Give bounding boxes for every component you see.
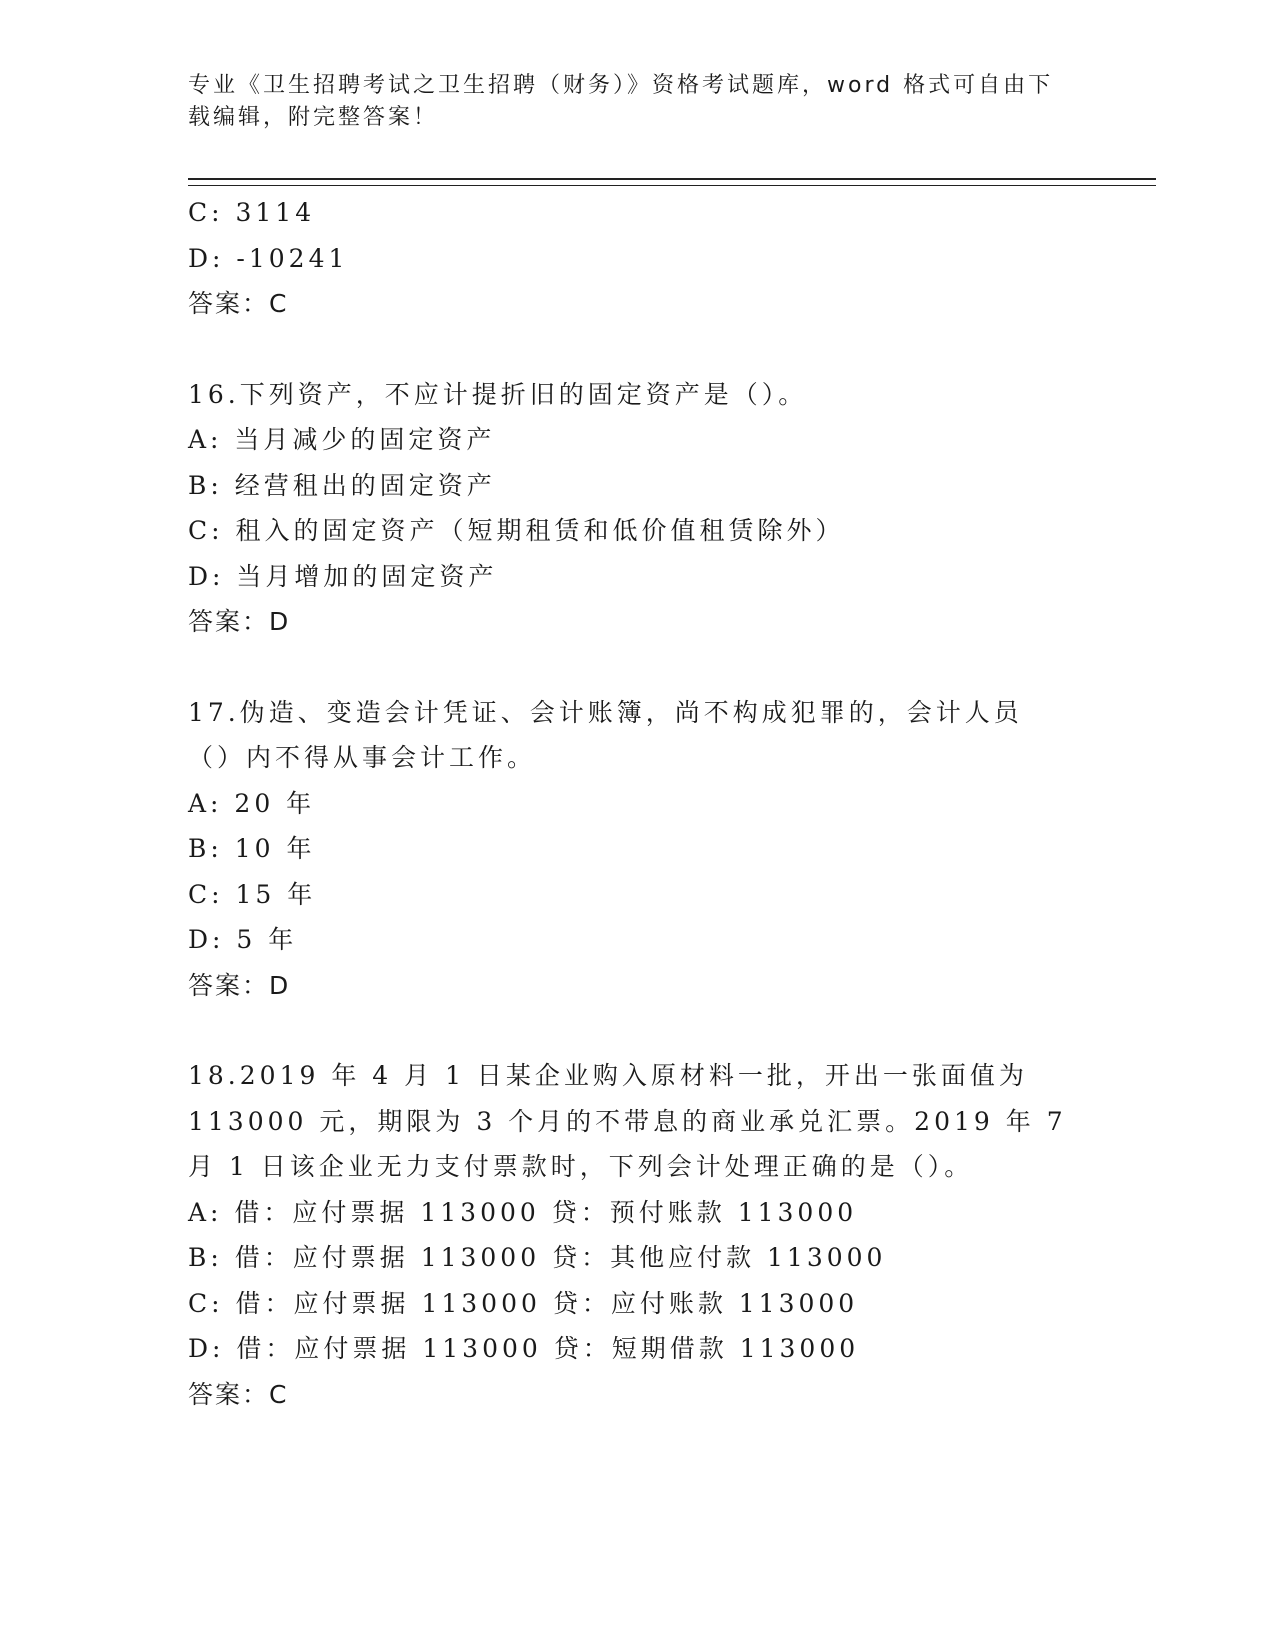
option-a: A: 借：应付票据 113000 贷：预付账款 113000: [188, 1197, 858, 1227]
question-stem: 18.2019 年 4 月 1 日某企业购入原材料一批，开出一张面值为 113000 元，期限为 3 个月的不带息的商业承兑汇票。2019 年 7 月 1 日该企业无力支付票款时，下列会计处理正确的是（）。: [188, 1061, 1067, 1181]
option-a: A: 20 年: [188, 788, 316, 818]
option-b: B: 经营租出的固定资产: [188, 470, 496, 500]
page-header: 专业《卫生招聘考试之卫生招聘（财务）》资格考试题库，word 格式可自由下载编辑，附完整答案！: [188, 73, 1054, 130]
option-c: C: 借：应付票据 113000 贷：应付账款 113000: [188, 1288, 859, 1318]
option-c: C: 15 年: [188, 879, 317, 909]
question-16: [188, 372, 1068, 645]
answer: 答案：D: [188, 607, 291, 636]
question-18: [188, 1053, 1068, 1417]
question-stem: 17.伪造、变造会计凭证、会计账簿，尚不构成犯罪的，会计人员（）内不得从事会计工作。: [188, 697, 1023, 772]
answer: 答案：C: [188, 1379, 289, 1409]
option-d: D: 5 年: [188, 925, 298, 954]
question-stem: 16.下列资产，不应计提折旧的固定资产是（）。: [188, 379, 808, 409]
option-b: B: 借：应付票据 113000 贷：其他应付款 113000: [188, 1243, 887, 1272]
partial-question: [188, 190, 1068, 327]
option-d: D: -10241: [188, 243, 349, 273]
question-17: [188, 690, 1068, 1009]
option-a: A: 当月减少的固定资产: [188, 425, 496, 454]
option-d: D: 当月增加的固定资产: [188, 561, 498, 591]
document-body: [188, 190, 1068, 1417]
answer: 答案：C: [188, 289, 289, 318]
answer: 答案：D: [188, 970, 291, 1000]
option-b: B: 10 年: [188, 834, 316, 863]
option-c: C: 3114: [188, 198, 316, 227]
option-d: D: 借：应付票据 113000 贷：短期借款 113000: [188, 1334, 860, 1363]
option-c: C: 租入的固定资产（短期租赁和低价值租赁除外）: [188, 516, 845, 545]
header-divider: [188, 178, 1156, 186]
